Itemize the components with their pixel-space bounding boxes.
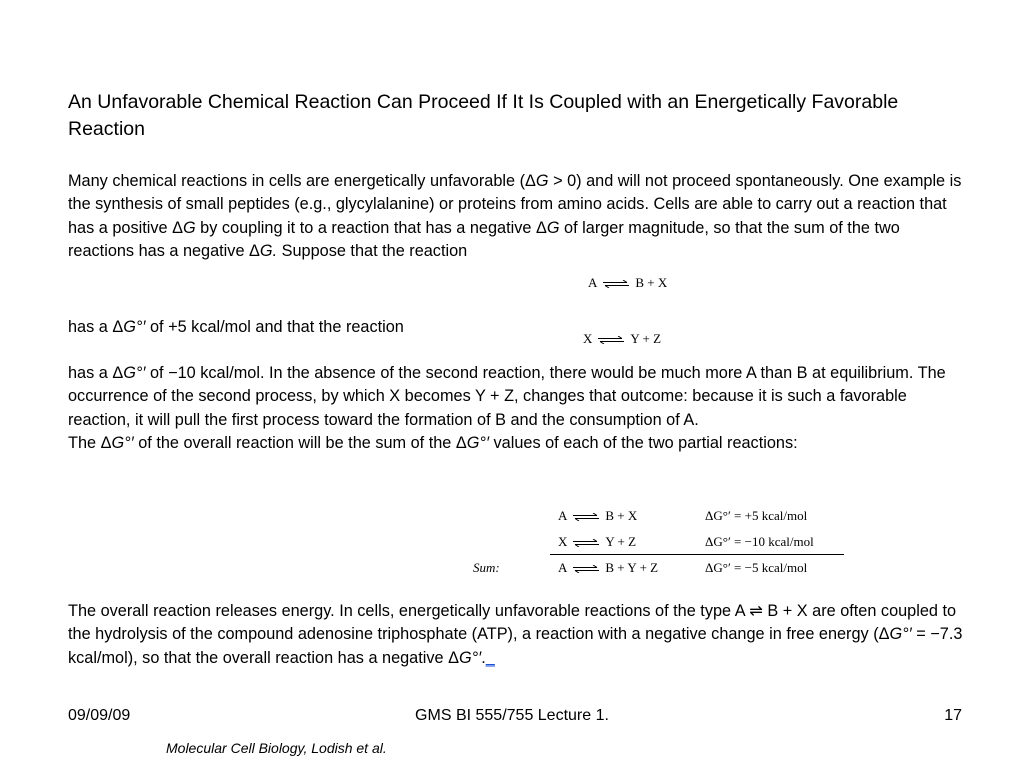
citation: Molecular Cell Biology, Lodish et al. xyxy=(166,740,387,756)
source-link[interactable]: _ xyxy=(485,648,495,667)
intro-paragraph: Many chemical reactions in cells are energetically unfavorable (ΔG > 0) and will not proceed spontaneously. One example is the synthesis of small peptides (e.g., glycylalanine) or proteins from amino acids. Cells are able to carry out a reaction that has a positive ΔG by coupling it to a reaction that has a negative ΔG of larger magnitude, so that the sum of the two reactions has a negative ΔG. Suppose that the reaction xyxy=(68,172,962,261)
reaction-x-to-yz: X Y + Z xyxy=(583,331,662,346)
sum-label: Sum: xyxy=(473,560,500,575)
sum-row-1-dg: ΔG°′ = +5 kcal/mol xyxy=(705,508,808,523)
slide-title: An Unfavorable Chemical Reaction Can Proceed If It Is Coupled with an Energetically Favorable Reaction xyxy=(68,91,899,140)
page-number: 17 xyxy=(944,707,962,724)
footer-date: 09/09/09 xyxy=(68,707,131,724)
reaction-a-to-bx: A B + X xyxy=(588,275,668,290)
sum-row-2: X Y + Z xyxy=(558,534,637,549)
reaction-two-intro: has a ΔG°′ of +5 kcal/mol and that the reaction xyxy=(68,318,404,336)
sum-row-3: A B + Y + Z xyxy=(558,560,659,575)
equilibrium-arrow-icon xyxy=(573,513,599,521)
equilibrium-arrow-icon xyxy=(573,539,599,547)
equilibrium-arrow-icon xyxy=(573,565,599,573)
sum-divider xyxy=(550,554,844,555)
atp-paragraph: The overall reaction releases energy. In cells, energetically unfavorable reactions of the type A ⇌ B + X are often coupled to the hydrolysis of the compound adenosine triphosphate (ATP), a reaction with a negative change in free energy (ΔG°′ = −7.3 kcal/mol), so that the overall reaction has a negative ΔG°′._ xyxy=(68,602,963,667)
coupling-paragraph: has a ΔG°′ of −10 kcal/mol. In the absence of the second reaction, there would be much more A than B at equilibrium. The occurrence of the second process, by which X becomes Y + Z, changes that outcome: because it is such a favorable reaction, it will pull the first process toward the formation of B and the consumption of A. The ΔG°′ of the overall reaction will be the sum of the ΔG°′ values of each of the two partial reactions: xyxy=(68,364,946,453)
sum-row-2-dg: ΔG°′ = −10 kcal/mol xyxy=(705,534,814,549)
equilibrium-arrow-icon xyxy=(603,280,629,288)
sum-row-1: A B + X xyxy=(558,508,638,523)
equilibrium-arrow-icon xyxy=(598,336,624,344)
footer-lecture: GMS BI 555/755 Lecture 1. xyxy=(415,707,609,724)
sum-row-3-dg: ΔG°′ = −5 kcal/mol xyxy=(705,560,808,575)
